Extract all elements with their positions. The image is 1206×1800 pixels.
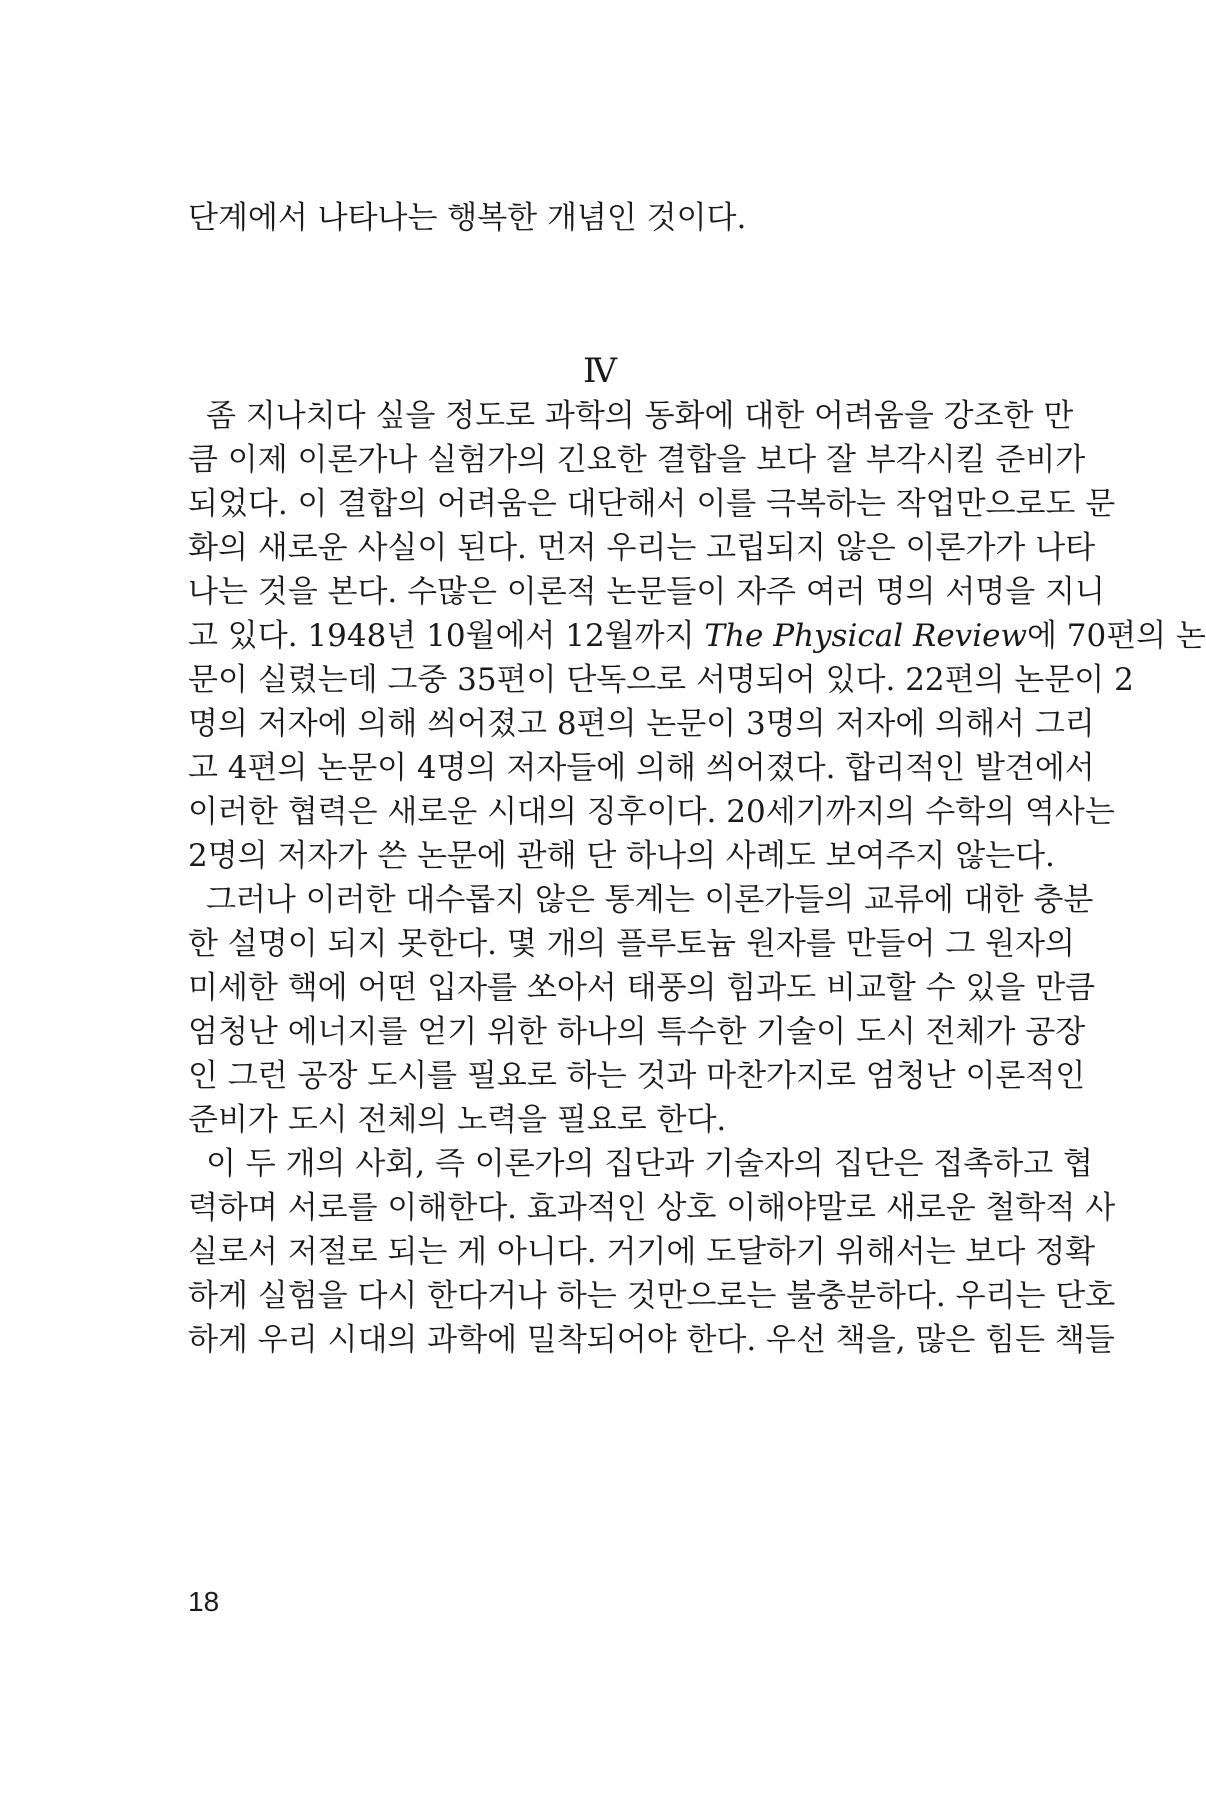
paragraph-3-line-5: 하게 우리 시대의 과학에 밀착되어야 한다. 우선 책을, 많은 힘든 책들 bbox=[188, 1322, 1115, 1358]
paragraph-2-line-5: 인 그런 공장 도시를 필요로 하는 것과 마찬가지로 엄청난 이론적인 bbox=[188, 1058, 1086, 1094]
paragraph-3-line-4: 하게 실험을 다시 한다거나 하는 것만으로는 불충분하다. 우리는 단호 bbox=[188, 1278, 1116, 1314]
paragraph-1-line-8: 명의 저자에 의해 씌어졌고 8편의 논문이 3명의 저자에 의해서 그리 bbox=[188, 706, 1095, 742]
line-6-before: 고 있다. 1948년 10월에서 12월까지 bbox=[188, 618, 705, 654]
paragraph-2-line-6: 준비가 도시 전체의 노력을 필요로 한다. bbox=[188, 1102, 727, 1138]
paragraph-1-line-2: 큼 이제 이론가나 실험가의 긴요한 결합을 보다 잘 부각시킬 준비가 bbox=[188, 442, 1086, 478]
paragraph-2-line-3: 미세한 핵에 어떤 입자를 쏘아서 태풍의 힘과도 비교할 수 있을 만큼 bbox=[188, 970, 1096, 1006]
paragraph-1-line-1: 좀 지나치다 싶을 정도로 과학의 동화에 대한 어려움을 강조한 만 bbox=[206, 398, 1074, 434]
section-heading: Ⅳ bbox=[583, 353, 617, 390]
paragraph-2-line-4: 엄청난 에너지를 얻기 위한 하나의 특수한 기술이 도시 전체가 공장 bbox=[188, 1014, 1086, 1050]
paragraph-3-line-3: 실로서 저절로 되는 게 아니다. 거기에 도달하기 위해서는 보다 정확 bbox=[188, 1234, 1096, 1270]
page-number: 18 bbox=[188, 1586, 220, 1617]
paragraph-2-line-2: 한 설명이 되지 못한다. 몇 개의 플루토늄 원자를 만들어 그 원자의 bbox=[188, 926, 1075, 962]
paragraph-2-line-1: 그러나 이러한 대수롭지 않은 통계는 이론가들의 교류에 대한 충분 bbox=[206, 882, 1094, 918]
paragraph-3-line-1: 이 두 개의 사회, 즉 이론가의 집단과 기술자의 집단은 접촉하고 협 bbox=[206, 1146, 1093, 1182]
paragraph-3-line-2: 력하며 서로를 이해한다. 효과적인 상호 이해야말로 새로운 철학적 사 bbox=[188, 1190, 1116, 1226]
paragraph-1-line-6 bbox=[188, 616, 1206, 660]
paragraph-1-line-9: 고 4편의 논문이 4명의 저자들에 의해 씌어졌다. 합리적인 발견에서 bbox=[188, 750, 1095, 786]
journal-title: The Physical Review bbox=[704, 618, 1027, 654]
paragraph-1-line-11: 2명의 저자가 쓴 논문에 관해 단 하나의 사례도 보여주지 않는다. bbox=[188, 838, 1055, 874]
paragraph-1-line-4: 화의 새로운 사실이 된다. 먼저 우리는 고립되지 않은 이론가가 나타 bbox=[188, 530, 1096, 566]
line-6-after: 에 70편의 논 bbox=[1026, 618, 1206, 654]
paragraph-1-line-7: 문이 실렸는데 그중 35편이 단독으로 서명되어 있다. 22편의 논문이 2 bbox=[188, 662, 1134, 698]
paragraph-1-line-3: 되었다. 이 결합의 어려움은 대단해서 이를 극복하는 작업만으로도 문 bbox=[188, 486, 1116, 522]
carryover-line: 단계에서 나타나는 행복한 개념인 것이다. bbox=[188, 200, 747, 236]
paragraph-1-line-5: 나는 것을 본다. 수많은 이론적 논문들이 자주 여러 명의 서명을 지니 bbox=[188, 574, 1105, 610]
paragraph-1-line-10: 이러한 협력은 새로운 시대의 징후이다. 20세기까지의 수학의 역사는 bbox=[188, 794, 1115, 830]
